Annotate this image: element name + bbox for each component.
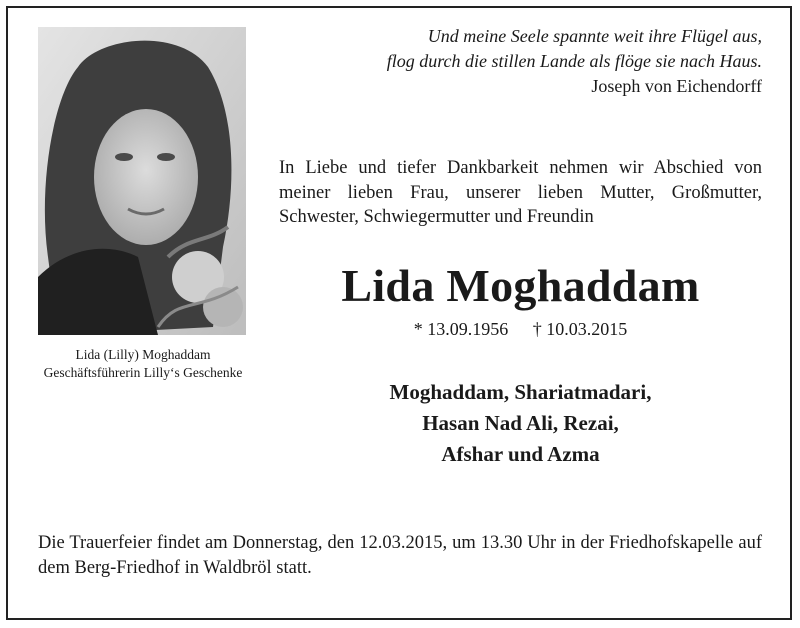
death-date: † 10.03.2015: [532, 319, 628, 339]
poem-quote: [302, 24, 762, 99]
quote-author: Joseph von Eichendorff: [591, 76, 762, 96]
mourning-families: [279, 377, 762, 470]
life-dates: [279, 317, 762, 341]
deceased-name: Lida Moghaddam: [341, 260, 700, 311]
photo-caption: [30, 346, 256, 382]
quote-line-2: flog durch die stillen Lande als flöge sie nach Haus.: [386, 51, 762, 71]
family-line-3: Afshar und Azma: [441, 442, 600, 466]
family-line-1: Moghaddam, Shariatmadari,: [389, 380, 652, 404]
funeral-notice: Die Trauerfeier findet am Donnerstag, den 12.03.2015, um 13.30 Uhr in der Friedhofskapelle auf dem Berg-Friedhof in Waldbröl statt.: [38, 533, 762, 578]
intro-text: In Liebe und tiefer Dankbarkeit nehmen wir Abschied von meiner lieben Frau, unserer lieben Mutter, Großmutter, Schwester, Schwiegermutter und Freundin: [279, 158, 762, 227]
caption-role: Geschäftsführerin Lilly‘s Geschenke: [43, 365, 243, 380]
caption-name: Lida (Lilly) Moghaddam: [75, 347, 211, 362]
portrait-photo: [38, 27, 246, 335]
birth-date: * 13.09.1956: [413, 319, 509, 339]
quote-line-1: Und meine Seele spannte weit ihre Flügel aus,: [427, 26, 762, 46]
family-line-2: Hasan Nad Ali, Rezai,: [422, 411, 619, 435]
